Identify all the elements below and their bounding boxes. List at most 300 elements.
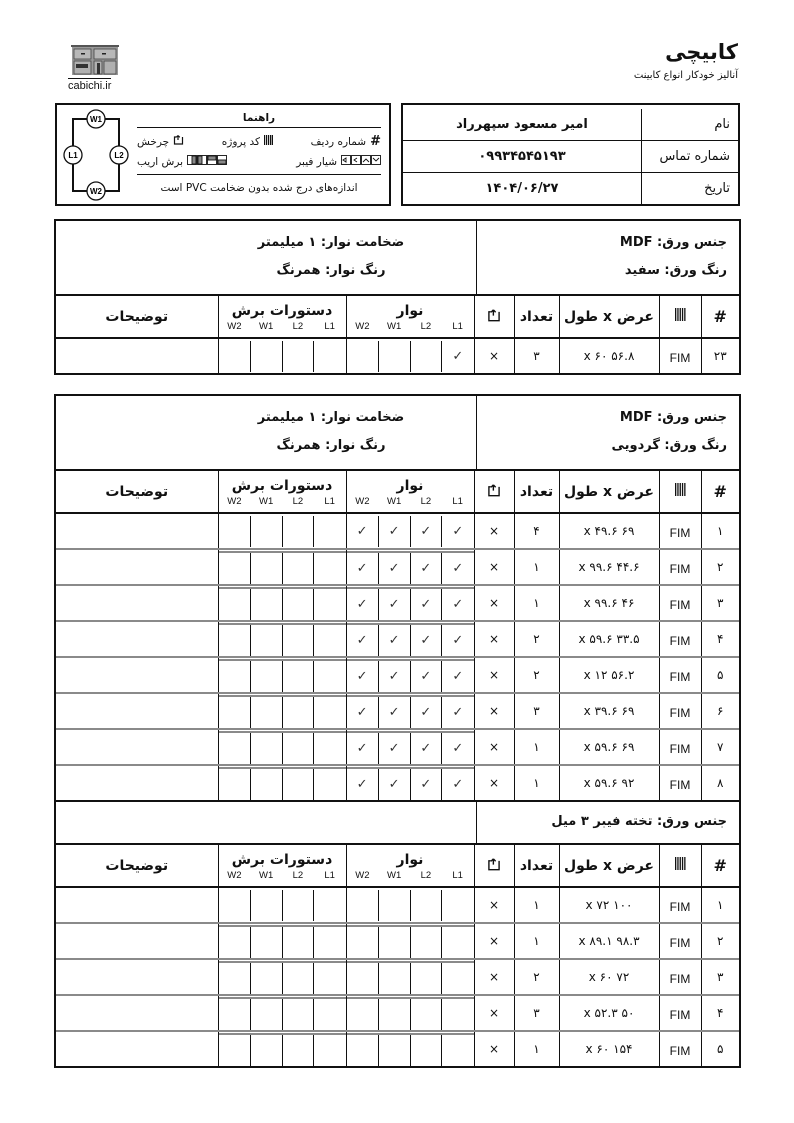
- row-notes[interactable]: [56, 1031, 218, 1066]
- banding-w2-cell[interactable]: [347, 552, 379, 584]
- row-notes[interactable]: [56, 657, 218, 693]
- banding-w2-cell[interactable]: [347, 588, 379, 620]
- cross-icon: ×: [488, 934, 500, 948]
- table-row[interactable]: [56, 887, 739, 923]
- row-dims: ۶۹ x ۵۹.۶: [559, 729, 659, 765]
- banding-w2-cell[interactable]: [347, 516, 379, 547]
- row-qty: ۱: [514, 1031, 559, 1066]
- row-rotate[interactable]: [474, 621, 514, 657]
- sub-col-w1: W1: [387, 496, 402, 507]
- banding-w2-cell[interactable]: [347, 998, 379, 1030]
- legend-title: راهنما: [137, 105, 381, 128]
- parts-grid: [56, 471, 739, 800]
- banding-l1-cell[interactable]: [442, 732, 474, 764]
- row-notes[interactable]: [56, 621, 218, 657]
- row-rotate[interactable]: [474, 887, 514, 923]
- table-row[interactable]: [56, 657, 739, 693]
- banding-l1-cell[interactable]: [442, 962, 474, 994]
- customer-date-value: ۱۴۰۴/۰۶/۲۷: [403, 173, 642, 205]
- legend-item-bevel: برش اریب: [137, 151, 227, 171]
- row-cuts: [218, 657, 346, 693]
- cross-icon: ×: [488, 970, 500, 984]
- material-type: جنس ورق: تخته فیبر ۳ میل: [551, 814, 727, 829]
- banding-l1-cell[interactable]: [442, 696, 474, 728]
- row-rotate[interactable]: [474, 995, 514, 1031]
- cut-w1-cell[interactable]: [250, 768, 282, 800]
- table-row[interactable]: [56, 338, 739, 373]
- table-row[interactable]: [56, 693, 739, 729]
- banding-l2-cell[interactable]: [410, 998, 442, 1030]
- banding-w1-cell[interactable]: [378, 341, 410, 372]
- check-icon: ✓: [452, 523, 464, 539]
- svg-text:L1: L1: [68, 151, 78, 160]
- brand-title: کابیچی: [665, 40, 738, 64]
- customer-phone-value: ۰۹۹۳۴۵۴۵۱۹۳: [403, 141, 642, 173]
- banding-l2-cell[interactable]: [410, 1034, 442, 1066]
- row-dims: ۵۰ x ۵۲.۳: [559, 995, 659, 1031]
- banding-w2-cell[interactable]: [347, 696, 379, 728]
- row-rotate[interactable]: [474, 765, 514, 800]
- hash-icon: #: [713, 307, 727, 326]
- customer-phone-row: [403, 141, 738, 173]
- cut-l2-cell[interactable]: [282, 516, 314, 547]
- banding-w1-cell[interactable]: [378, 732, 410, 764]
- banding-l1-cell[interactable]: [442, 1034, 474, 1066]
- check-icon: ✓: [356, 523, 368, 539]
- legend-item-rotate: چرخش: [137, 131, 184, 151]
- customer-phone-label: شماره تماس: [642, 141, 739, 173]
- row-notes[interactable]: [56, 923, 218, 959]
- banding-w2-cell[interactable]: [347, 624, 379, 656]
- banding-l2-cell[interactable]: [410, 624, 442, 656]
- col-banding: نوار L1 L2 W1 W2: [346, 845, 474, 887]
- banding-l2-cell[interactable]: [410, 552, 442, 584]
- banding-w2-cell[interactable]: [347, 768, 379, 800]
- banding-l2-cell[interactable]: [410, 516, 442, 547]
- rotate-icon: [487, 859, 501, 875]
- cross-icon: ×: [488, 898, 500, 912]
- banding-l2-cell[interactable]: [410, 696, 442, 728]
- material-type: جنس ورق: MDF: [619, 235, 727, 250]
- banding-l2-cell[interactable]: [410, 890, 442, 921]
- row-index: ۳: [701, 959, 739, 995]
- cut-l2-cell[interactable]: [282, 768, 314, 800]
- row-index: ۲: [701, 549, 739, 585]
- cut-w2-cell[interactable]: [219, 624, 251, 656]
- banding-l2-cell[interactable]: [410, 768, 442, 800]
- row-index: ۱: [701, 513, 739, 549]
- row-index: ۲: [701, 923, 739, 959]
- parts-grid: [56, 296, 739, 373]
- row-qty: ۴: [514, 513, 559, 549]
- cut-l1-cell[interactable]: [314, 926, 346, 958]
- row-rotate[interactable]: [474, 923, 514, 959]
- row-dims: ۹۸.۳ x ۸۹.۱: [559, 923, 659, 959]
- cut-l2-cell[interactable]: [282, 1034, 314, 1066]
- cut-w2-cell[interactable]: [219, 660, 251, 692]
- row-notes[interactable]: [56, 959, 218, 995]
- cut-w1-cell[interactable]: [250, 926, 282, 958]
- cut-l1-cell[interactable]: [314, 768, 346, 800]
- column-header-row: [56, 845, 739, 887]
- col-banding: نوار L1 L2 W1 W2: [346, 471, 474, 513]
- banding-w1-cell[interactable]: [378, 768, 410, 800]
- cut-w1-cell[interactable]: [250, 696, 282, 728]
- row-code: FIM: [659, 1031, 701, 1066]
- check-icon: ✓: [356, 668, 368, 684]
- row-notes[interactable]: [56, 513, 218, 549]
- banding-w2-cell[interactable]: [347, 890, 379, 921]
- row-banding: [346, 621, 474, 657]
- cross-icon: ×: [488, 740, 500, 754]
- cut-w1-cell[interactable]: [250, 552, 282, 584]
- table-row[interactable]: [56, 995, 739, 1031]
- cut-w2-cell[interactable]: [219, 588, 251, 620]
- cut-w1-cell[interactable]: [250, 998, 282, 1030]
- banding-w1-cell[interactable]: [378, 552, 410, 584]
- row-rotate[interactable]: [474, 338, 514, 373]
- svg-text:L2: L2: [114, 151, 124, 160]
- cut-w2-cell[interactable]: [219, 768, 251, 800]
- col-code: [659, 471, 701, 513]
- brand-subtitle: آنالیز خودکار انواع کابینت: [633, 70, 738, 81]
- col-qty: تعداد: [514, 845, 559, 887]
- legend-item-project-code: کد پروژه: [222, 131, 273, 151]
- hash-icon: #: [370, 134, 381, 149]
- check-icon: ✓: [420, 596, 432, 612]
- check-icon: ✓: [388, 596, 400, 612]
- banding-w1-cell[interactable]: [378, 890, 410, 921]
- row-index: ۲۳: [701, 338, 739, 373]
- cut-l2-cell[interactable]: [282, 552, 314, 584]
- cut-w2-cell[interactable]: [219, 341, 251, 372]
- row-rotate[interactable]: [474, 693, 514, 729]
- banding-l1-cell[interactable]: [442, 588, 474, 620]
- row-qty: ۳: [514, 693, 559, 729]
- cut-w1-cell[interactable]: [250, 890, 282, 921]
- sub-col-w2: W2: [355, 870, 370, 881]
- banding-l1-cell[interactable]: [442, 768, 474, 800]
- banding-l1-cell[interactable]: [442, 552, 474, 584]
- legend-box: [55, 103, 391, 206]
- customer-date-label: تاریخ: [642, 173, 739, 205]
- sub-col-l2: L2: [292, 496, 304, 507]
- check-icon: ✓: [420, 632, 432, 648]
- sub-col-l1: L1: [452, 321, 463, 332]
- table-row[interactable]: [56, 621, 739, 657]
- row-rotate[interactable]: [474, 1031, 514, 1066]
- check-icon: ✓: [420, 776, 432, 792]
- col-index: [701, 845, 739, 887]
- table-row[interactable]: [56, 549, 739, 585]
- svg-text:W1: W1: [90, 115, 102, 124]
- banding-info: [56, 221, 476, 294]
- sub-col-l2: L2: [420, 870, 432, 881]
- cut-l2-cell[interactable]: [282, 998, 314, 1030]
- row-code: FIM: [659, 995, 701, 1031]
- banding-w2-cell[interactable]: [347, 660, 379, 692]
- sub-col-w1: W1: [387, 870, 402, 881]
- row-index: ۶: [701, 693, 739, 729]
- banding-l2-cell[interactable]: [410, 660, 442, 692]
- banding-w2-cell[interactable]: [347, 341, 379, 372]
- barcode-icon: [264, 131, 273, 153]
- check-icon: ✓: [420, 560, 432, 576]
- banding-l1-cell[interactable]: [442, 998, 474, 1030]
- row-rotate[interactable]: [474, 729, 514, 765]
- row-notes[interactable]: [56, 887, 218, 923]
- cut-l1-cell[interactable]: [314, 624, 346, 656]
- check-icon: ✓: [356, 596, 368, 612]
- check-icon: ✓: [388, 776, 400, 792]
- cut-w1-cell[interactable]: [250, 962, 282, 994]
- cut-l2-cell[interactable]: [282, 732, 314, 764]
- cross-icon: ×: [488, 632, 500, 646]
- row-banding: [346, 693, 474, 729]
- banding-w1-cell[interactable]: [378, 926, 410, 958]
- banding-l1-cell[interactable]: [442, 516, 474, 547]
- row-banding: [346, 513, 474, 549]
- row-cuts: [218, 923, 346, 959]
- cut-w1-cell[interactable]: [250, 341, 282, 372]
- row-banding: [346, 729, 474, 765]
- col-banding: نوار L1 L2 W1 W2: [346, 296, 474, 338]
- cut-w2-cell[interactable]: [219, 926, 251, 958]
- cut-l2-cell[interactable]: [282, 890, 314, 921]
- row-cuts: [218, 1031, 346, 1066]
- row-rotate[interactable]: [474, 549, 514, 585]
- cut-w1-cell[interactable]: [250, 624, 282, 656]
- banding-l2-cell[interactable]: [410, 588, 442, 620]
- edge-l2-marker: [110, 146, 128, 164]
- cut-l1-cell[interactable]: [314, 962, 346, 994]
- row-notes[interactable]: [56, 693, 218, 729]
- col-index: [701, 471, 739, 513]
- table-row[interactable]: [56, 959, 739, 995]
- customer-name-row: [403, 109, 738, 141]
- check-icon: ✓: [452, 348, 464, 364]
- check-icon: ✓: [420, 704, 432, 720]
- row-notes[interactable]: [56, 995, 218, 1031]
- row-qty: ۱: [514, 729, 559, 765]
- sheet-table: [54, 219, 741, 375]
- banding-w1-cell[interactable]: [378, 660, 410, 692]
- banding-w1-cell[interactable]: [378, 696, 410, 728]
- col-index: [701, 296, 739, 338]
- row-dims: ۶۹ x ۳۹.۶: [559, 693, 659, 729]
- row-notes[interactable]: [56, 729, 218, 765]
- check-icon: ✓: [452, 596, 464, 612]
- row-rotate[interactable]: [474, 959, 514, 995]
- col-notes: توضیحات: [105, 308, 169, 325]
- banding-w2-cell[interactable]: [347, 732, 379, 764]
- row-cuts: [218, 995, 346, 1031]
- cut-w2-cell[interactable]: [219, 1034, 251, 1066]
- band-thickness: ضخامت نوار: ۱ میلیمتر: [257, 235, 405, 250]
- column-header-row: [56, 296, 739, 338]
- banding-l2-cell[interactable]: [410, 341, 442, 372]
- check-icon: ✓: [356, 632, 368, 648]
- check-icon: ✓: [356, 704, 368, 720]
- row-notes[interactable]: [56, 765, 218, 800]
- band-thickness: ضخامت نوار: ۱ میلیمتر: [257, 410, 405, 425]
- cut-l1-cell[interactable]: [314, 1034, 346, 1066]
- banding-w1-cell[interactable]: [378, 998, 410, 1030]
- cut-l1-cell[interactable]: [314, 732, 346, 764]
- banding-w1-cell[interactable]: [378, 588, 410, 620]
- table-row[interactable]: [56, 1031, 739, 1066]
- row-rotate[interactable]: [474, 513, 514, 549]
- cross-icon: ×: [488, 1006, 500, 1020]
- row-dims: ۱۰۰ x ۷۲: [559, 887, 659, 923]
- col-code: [659, 296, 701, 338]
- row-code: FIM: [659, 729, 701, 765]
- sub-col-w1: W1: [259, 870, 274, 881]
- sheet-table: [54, 800, 741, 1068]
- check-icon: ✓: [356, 740, 368, 756]
- banding-w1-cell[interactable]: [378, 624, 410, 656]
- cut-w2-cell[interactable]: [219, 516, 251, 547]
- row-banding: [346, 549, 474, 585]
- banding-l1-cell[interactable]: [442, 660, 474, 692]
- cut-l1-cell[interactable]: [314, 998, 346, 1030]
- cut-l2-cell[interactable]: [282, 962, 314, 994]
- cut-w2-cell[interactable]: [219, 998, 251, 1030]
- barcode-icon: [675, 309, 686, 325]
- check-icon: ✓: [388, 704, 400, 720]
- material-info: [476, 396, 739, 469]
- band-color: رنگ نوار: همرنگ: [276, 438, 386, 453]
- customer-date-row: [403, 173, 738, 205]
- cut-l2-cell[interactable]: [282, 660, 314, 692]
- row-dims: ۵۶.۲ x ۱۲: [559, 657, 659, 693]
- sub-col-l1: L1: [324, 321, 335, 332]
- cut-w1-cell[interactable]: [250, 1034, 282, 1066]
- row-notes[interactable]: [56, 585, 218, 621]
- row-cuts: [218, 621, 346, 657]
- banding-w2-cell[interactable]: [347, 926, 379, 958]
- check-icon: ✓: [420, 668, 432, 684]
- banding-w2-cell[interactable]: [347, 962, 379, 994]
- cut-l1-cell[interactable]: [314, 660, 346, 692]
- row-qty: ۲: [514, 959, 559, 995]
- svg-text:W2: W2: [90, 187, 102, 196]
- cut-w2-cell[interactable]: [219, 890, 251, 921]
- cut-l1-cell[interactable]: [314, 890, 346, 921]
- cut-l2-cell[interactable]: [282, 341, 314, 372]
- hash-icon: #: [713, 856, 727, 875]
- table-row[interactable]: [56, 585, 739, 621]
- cut-w2-cell[interactable]: [219, 552, 251, 584]
- row-notes[interactable]: [56, 338, 218, 373]
- check-icon: ✓: [388, 668, 400, 684]
- cut-l2-cell[interactable]: [282, 588, 314, 620]
- row-code: FIM: [659, 959, 701, 995]
- cut-l2-cell[interactable]: [282, 624, 314, 656]
- check-icon: ✓: [452, 560, 464, 576]
- cut-w2-cell[interactable]: [219, 732, 251, 764]
- cut-w1-cell[interactable]: [250, 732, 282, 764]
- sub-col-l1: L1: [324, 496, 335, 507]
- check-icon: ✓: [452, 632, 464, 648]
- customer-name-label: نام: [642, 109, 739, 141]
- row-qty: ۱: [514, 923, 559, 959]
- banding-w1-cell[interactable]: [378, 516, 410, 547]
- cut-l1-cell[interactable]: [314, 588, 346, 620]
- cut-w2-cell[interactable]: [219, 962, 251, 994]
- row-cuts: [218, 338, 346, 373]
- sub-col-l2: L2: [292, 321, 304, 332]
- rotate-icon: [173, 131, 184, 153]
- cut-l1-cell[interactable]: [314, 696, 346, 728]
- cut-w1-cell[interactable]: [250, 660, 282, 692]
- banding-w2-cell[interactable]: [347, 1034, 379, 1066]
- banding-l2-cell[interactable]: [410, 732, 442, 764]
- cross-icon: ×: [488, 668, 500, 682]
- col-code: [659, 845, 701, 887]
- cut-w1-cell[interactable]: [250, 588, 282, 620]
- row-rotate[interactable]: [474, 585, 514, 621]
- col-dims: عرض x طول: [559, 471, 659, 513]
- cut-l2-cell[interactable]: [282, 696, 314, 728]
- edge-w1-marker: [87, 110, 105, 128]
- check-icon: ✓: [452, 668, 464, 684]
- row-cuts: [218, 887, 346, 923]
- cut-l1-cell[interactable]: [314, 552, 346, 584]
- sub-col-l1: L1: [324, 870, 335, 881]
- banding-l2-cell[interactable]: [410, 926, 442, 958]
- banding-w1-cell[interactable]: [378, 962, 410, 994]
- edge-w2-marker: [87, 182, 105, 200]
- hash-icon: #: [713, 482, 727, 501]
- cross-icon: ×: [488, 560, 500, 574]
- cut-w1-cell[interactable]: [250, 516, 282, 547]
- table-row[interactable]: [56, 729, 739, 765]
- table-row[interactable]: [56, 765, 739, 800]
- banding-l1-cell[interactable]: [442, 926, 474, 958]
- check-icon: ✓: [388, 523, 400, 539]
- banding-w1-cell[interactable]: [378, 1034, 410, 1066]
- banding-l2-cell[interactable]: [410, 962, 442, 994]
- table-row[interactable]: [56, 513, 739, 549]
- row-notes[interactable]: [56, 549, 218, 585]
- cut-w2-cell[interactable]: [219, 696, 251, 728]
- row-code: FIM: [659, 923, 701, 959]
- website-url[interactable]: cabichi.ir: [68, 80, 112, 92]
- cut-l1-cell[interactable]: [314, 516, 346, 547]
- check-icon: ✓: [420, 523, 432, 539]
- check-icon: ✓: [452, 704, 464, 720]
- row-rotate[interactable]: [474, 657, 514, 693]
- sub-col-w1: W1: [259, 496, 274, 507]
- row-dims: ۱۵۴ x ۶۰: [559, 1031, 659, 1066]
- banding-l1-cell[interactable]: [442, 890, 474, 921]
- sub-col-l2: L2: [420, 321, 432, 332]
- row-cuts: [218, 549, 346, 585]
- row-qty: ۱: [514, 585, 559, 621]
- sub-col-w2: W2: [227, 321, 242, 332]
- material-color: رنگ ورق: گردویی: [611, 438, 727, 453]
- cut-l1-cell[interactable]: [314, 341, 346, 372]
- banding-l1-cell[interactable]: [442, 624, 474, 656]
- col-cuts: دستورات برش L1 L2 W1 W2: [218, 296, 346, 338]
- table-row[interactable]: [56, 923, 739, 959]
- sub-col-l2: L2: [292, 870, 304, 881]
- rotate-icon: [487, 485, 501, 501]
- cut-l2-cell[interactable]: [282, 926, 314, 958]
- banding-l1-cell[interactable]: [442, 341, 474, 372]
- row-cuts: [218, 693, 346, 729]
